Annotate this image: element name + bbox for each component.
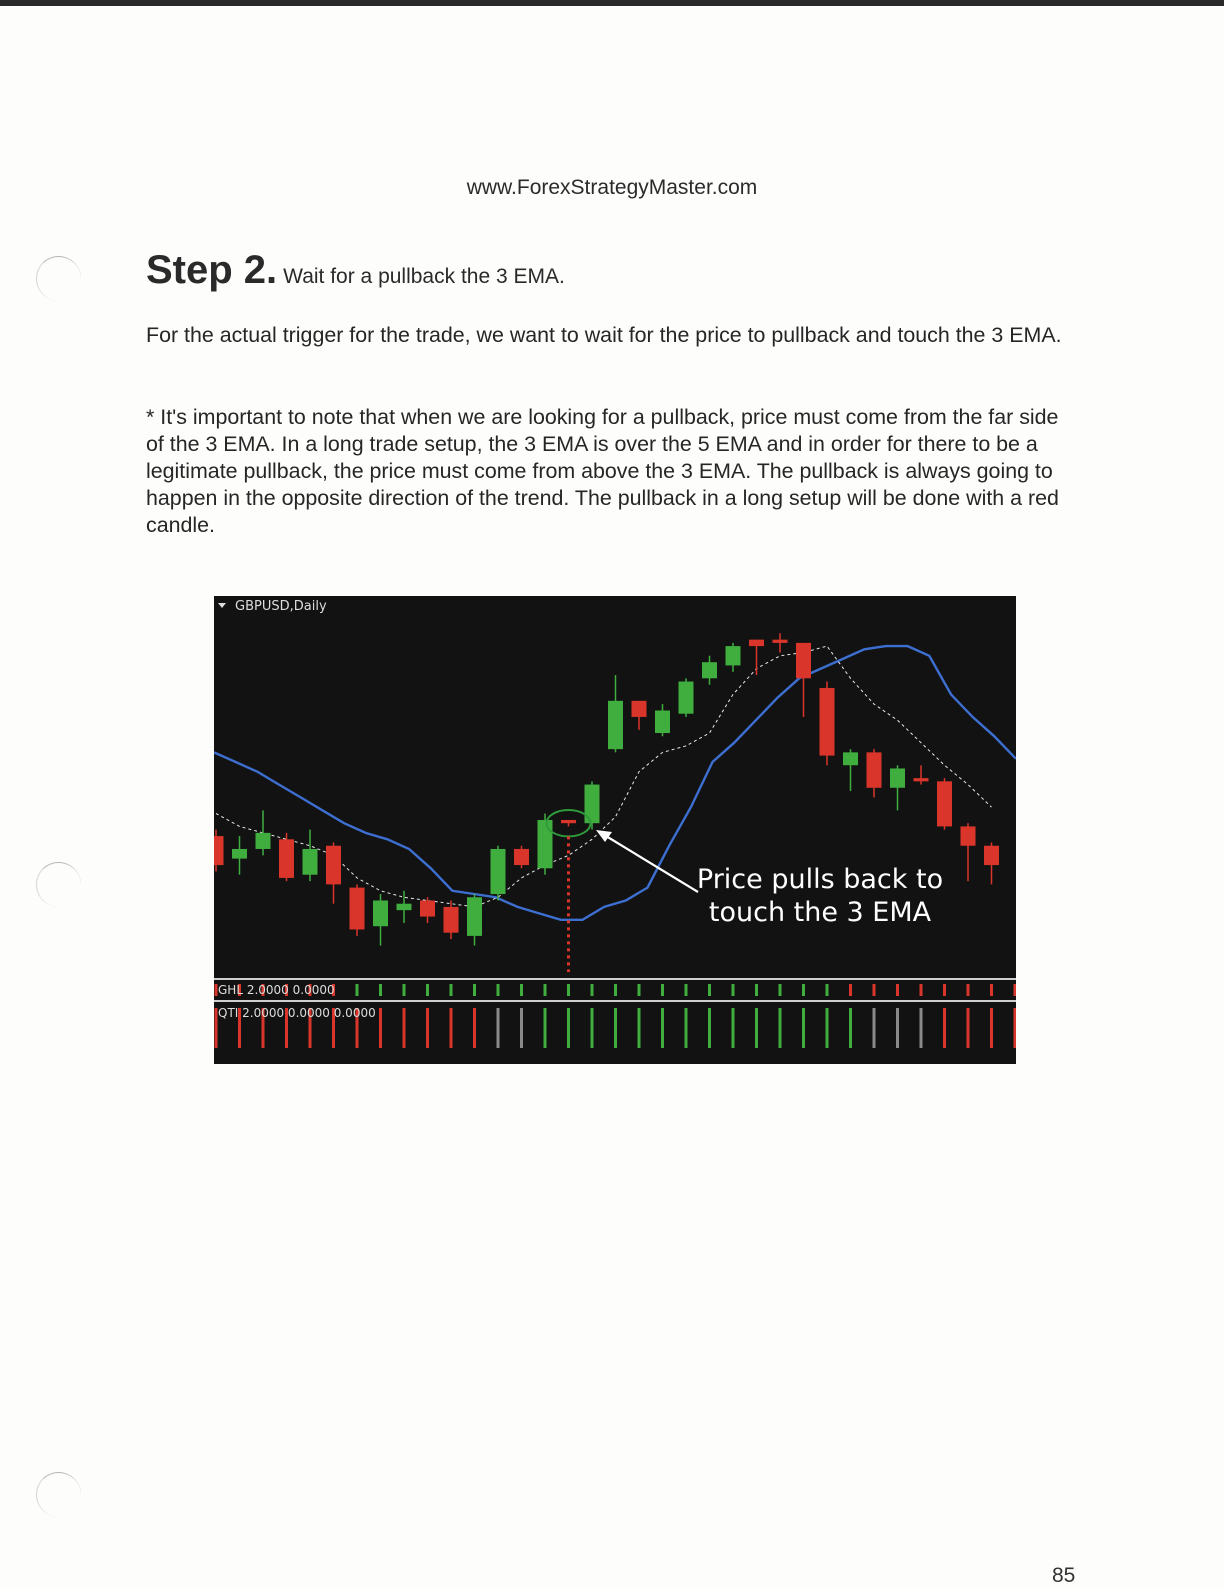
qti-bar (379, 1008, 382, 1048)
candle-body (867, 752, 882, 787)
candle-body (397, 904, 412, 910)
candle-body (279, 839, 294, 878)
candle (491, 846, 506, 901)
annotation-line-2: touch the 3 EMA (708, 897, 932, 928)
ghl-bar (544, 984, 547, 996)
candle-body (373, 900, 388, 926)
ghl-bar (356, 984, 359, 996)
candle (514, 846, 529, 869)
candle (350, 884, 365, 936)
candle-body (326, 846, 341, 885)
step-heading (146, 248, 565, 293)
ghl-bar (685, 984, 688, 996)
ghl-bar (849, 984, 852, 996)
ghl-bar (1014, 984, 1017, 996)
candle-body (820, 688, 835, 756)
candle (820, 682, 835, 766)
ghl-bar (591, 984, 594, 996)
qti-bar (685, 1008, 688, 1048)
candle-body (350, 888, 365, 930)
ghl-bar (920, 984, 923, 996)
ghl-bar (896, 984, 899, 996)
candle-body (843, 752, 858, 765)
qti-bar (732, 1008, 735, 1048)
qti-bar (708, 1008, 711, 1048)
header-url: www.ForexStrategyMaster.com (466, 176, 758, 199)
step-title: Wait for a pullback the 3 EMA. (283, 265, 565, 288)
qti-bar (591, 1008, 594, 1048)
ghl-bar (520, 984, 523, 996)
candle-body (773, 640, 788, 643)
ghl-bar (990, 984, 993, 996)
binder-hole (36, 256, 81, 301)
indicator-ghl (215, 984, 1017, 996)
ghl-bar (802, 984, 805, 996)
candle-body (585, 785, 600, 824)
qti-bar (990, 1008, 993, 1048)
qti-bar (497, 1008, 500, 1048)
candle (279, 833, 294, 881)
candle-body (937, 781, 952, 826)
page-number: 85 (1052, 1564, 1076, 1587)
qti-bar (873, 1008, 876, 1048)
qti-bar (920, 1008, 923, 1048)
chart-canvas (214, 596, 1016, 1064)
qti-bar (567, 1008, 570, 1048)
candle (538, 814, 553, 875)
ghl-bar (614, 984, 617, 996)
candle-body (890, 768, 905, 787)
binder-hole (36, 1472, 81, 1517)
binder-hole (36, 862, 81, 907)
candle-body (232, 849, 247, 859)
qti-bar (473, 1008, 476, 1048)
qti-bar (849, 1008, 852, 1048)
candle-body (796, 643, 811, 678)
step-number: Step 2. (146, 248, 278, 292)
page-top-border (0, 0, 1224, 6)
ghl-bar (567, 984, 570, 996)
ghl-bar (450, 984, 453, 996)
panel-divider (214, 978, 1016, 980)
ghl-bar (873, 984, 876, 996)
ghl-bar (379, 984, 382, 996)
ghl-bar (497, 984, 500, 996)
forex-chart (214, 596, 1016, 1064)
symbol-label: GBPUSD,Daily (235, 599, 327, 614)
candle-body (514, 849, 529, 865)
candle-body (420, 900, 435, 916)
qti-bar (520, 1008, 523, 1048)
qti-bar (544, 1008, 547, 1048)
qti-bar (755, 1008, 758, 1048)
qti-bar (614, 1008, 617, 1048)
ghl-bar (403, 984, 406, 996)
candle-body (467, 897, 482, 936)
ghl-bar (426, 984, 429, 996)
ghl-bar (943, 984, 946, 996)
candle-body (444, 907, 459, 933)
ghl-bar (638, 984, 641, 996)
qti-bar (638, 1008, 641, 1048)
candle-body (256, 833, 271, 849)
ghl-bar (732, 984, 735, 996)
candle-body (632, 701, 647, 717)
candle-body (679, 682, 694, 714)
qti-bar (826, 1008, 829, 1048)
ghl-bar (967, 984, 970, 996)
ghl-bar (661, 984, 664, 996)
candle-body (303, 849, 318, 875)
ghl-bar (779, 984, 782, 996)
candle (585, 781, 600, 829)
ghl-bar (473, 984, 476, 996)
qti-label: QTI 2.0000 0.0000 0.0000 (218, 1006, 376, 1020)
candle-body (961, 826, 976, 845)
candle-body (655, 711, 670, 734)
panel-divider (214, 1000, 1016, 1002)
qti-bar (403, 1008, 406, 1048)
candle-body (726, 646, 741, 665)
qti-bar (426, 1008, 429, 1048)
candle-body (984, 846, 999, 865)
paragraph-trigger: For the actual trigger for the trade, we want to wait for the price to pullback and touch the 3 EMA. (146, 323, 1062, 347)
annotation-line-1: Price pulls back to (696, 864, 944, 895)
qti-bar (661, 1008, 664, 1048)
paragraph-note: * It's important to note that when we are looking for a pullback, price must come from the far side of the 3 EMA. In a long trade setup, the 3 EMA is over the 5 EMA and in order for there to be a legitimate pullback, the price must come from above the 3 EMA. The pullback is always going to happen in the opposite direction of the trend. The pullback in a long setup will be done with a red candle. (146, 405, 1059, 537)
candle-body (491, 849, 506, 894)
candle-body (561, 820, 576, 823)
ghl-bar (755, 984, 758, 996)
candle (937, 778, 952, 830)
qti-bar (1014, 1008, 1017, 1048)
candle-body (538, 820, 553, 868)
candle (679, 678, 694, 717)
candle-body (608, 701, 623, 749)
candle-body (702, 662, 717, 678)
qti-bar (896, 1008, 899, 1048)
qti-bar (802, 1008, 805, 1048)
ghl-bar (826, 984, 829, 996)
ghl-label: GHL 2.0000 0.0000 (218, 983, 335, 997)
qti-bar (967, 1008, 970, 1048)
qti-bar (779, 1008, 782, 1048)
qti-bar (943, 1008, 946, 1048)
qti-bar (450, 1008, 453, 1048)
candle-body (749, 640, 764, 646)
candle-body (914, 778, 929, 781)
ghl-bar (708, 984, 711, 996)
candle-body (214, 836, 224, 865)
